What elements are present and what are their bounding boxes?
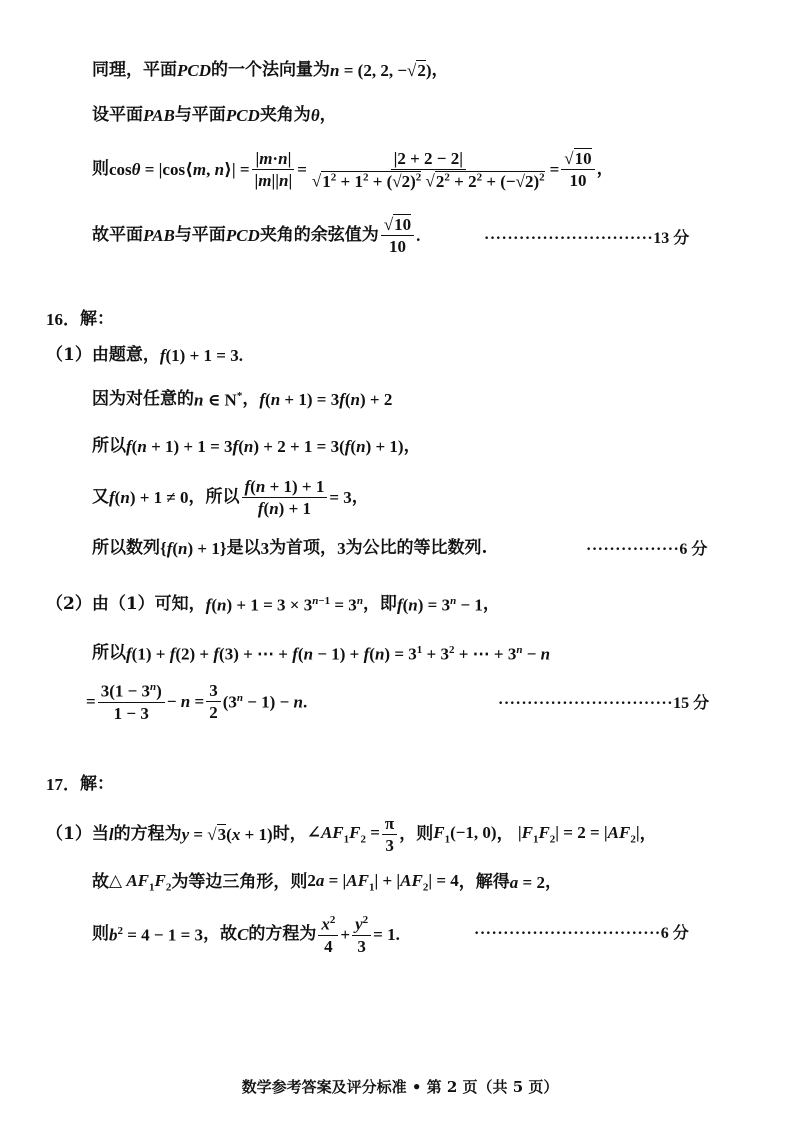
solution-16-part1-line4: 又 f(n) + 1 ≠ 0 ，所以 $\frac{f(n + 1) + 1}{f(n) + 1}$ = 3 ， [92,477,369,518]
solution-line-normal-vector: 同理，平面 PCD 的一个法向量为 n = (2, 2, −√2) ， [92,60,449,80]
problem-17-heading: 17． 解： [46,774,114,794]
solution-16-part2-line3: = $\frac{3(1 - 3^n)}{1 - 3}$ − n = $\frac{3}{2}$ $(3^n - 1) - n$. [86,681,308,723]
solution-16-part2-line1: （2）由（1）可知， $f(n) + 1 = 3 \times 3^{n-1} = 3^n$ ，即 $f(n) = 3^n - 1$ ， [46,594,500,615]
solution-16-part1-line3: 所以 f(n + 1) + 1 = 3f(n) + 2 + 1 = 3(f(n) + 1) ， [92,436,421,456]
solution-16-part1-line1: （1）由题意， f(1) + 1 = 3. [46,345,243,365]
score-6-a: ················6 分 [586,541,708,558]
solution-line-cos-conclusion: 故平面 PAB 与平面 PCD 夹角的余弦值为 $\frac{√10}{10}$ . [92,215,421,256]
solution-16-part2-line2: 所以 f(1) + f(2) + f(3) + ⋯ + $f(n - 1) + f(n) = 3^1 + 3^2$ + ⋯ + $3^n - n$ [92,643,551,664]
solution-17-part1-line3: 则 $b^2 = 4 - 1 = 3$ ，故 C 的方程为 $\frac{x^2}{4}$ + $\frac{y^2}{3}$ = 1. [92,914,400,956]
solution-17-part1-line2: 故 △ $AF_1F_2$ 为等边三角形，则 $2a = |AF_1| + |AF_2| = 4$ ，解得 a = 2 ， [92,871,562,894]
score-13: ·····························13 分 [484,230,690,247]
solution-line-angle-def: 设平面 PAB 与平面 PCD 夹角为 θ ， [92,105,337,125]
problem-16-heading: 16． 解： [46,309,114,329]
score-15: ······························15 分 [498,695,710,712]
solution-16-part1-line2: 因为对任意的 n ∈ N* ， f(n + 1) = 3f(n) + 2 [92,389,393,410]
solution-17-part1-line1: （1）当 l 的方程为 y = √3(x + 1) 时， $\angle AF_1F_2$ = $\frac{\pi}{3}$ ，则 $F_1(-1$, 0) ， $|F_1F_2| = 2 = |AF_2|$ ， [46,814,657,855]
solution-line-cos-formula: 则 cosθ = |cos⟨m, n⟩| = $\frac{|m\cdot n|}{|m||n|}$ = $\frac{|2 + 2 - 2|}{√1^2 + 1^2 + (√2)^2 √2^2 + 2^2 + (-√2)^2}$ = $\frac{√10}{10}$ ， [92,149,614,191]
score-6-b: ································6 分 [474,925,689,942]
page-footer: 数学参考答案及评分标准 • 第 2 页（共 5 页） [241,1078,559,1096]
solution-16-part1-line5: 所以数列 {f(n) + 1} 是以 3 为首项， 3 为公比的等比数列. [92,538,488,558]
